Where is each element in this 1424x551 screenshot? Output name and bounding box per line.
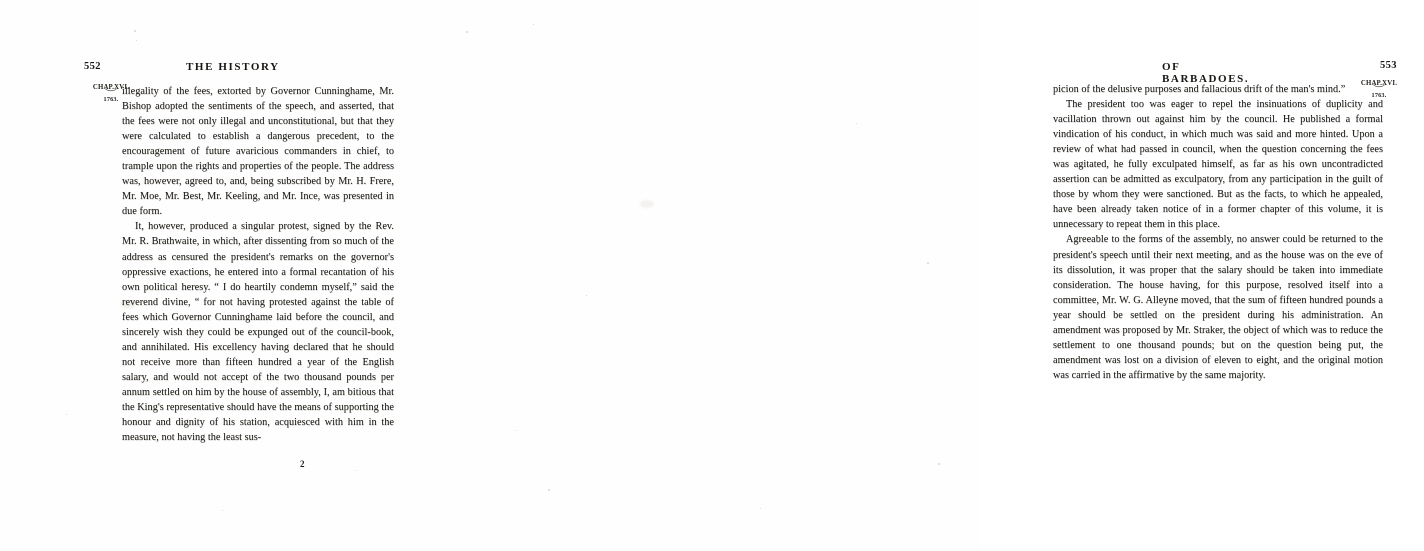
signature-mark: 2 [300, 459, 305, 469]
right-page-text-column [1053, 82, 1383, 383]
paragraph: It, however, produced a singular protest, signed by the Rev. Mr. R. Brathwaite, in which, after dissenting from so much of the address as censured the president's remarks on the governor's oppressive exactions, he entered into a formal recantation of his own political heresy. “ I do heartily condemn myself,” said the reverend divine, “ for not having protested against the table of fees which Governor Cunninghame laid before the council, and sincerely wish they could be expunged out of the council-book, and annihilated. His excellency having declared that he should not receive more than fifteen hundred a year of the English salary, and would not accept of the two thousand pounds per annum settled on him by the house of assembly, I, am bitious that the King's representative should have the means of supporting the honour and dignity of his station, acquiesced with him in the measure, not having the least sus- [122, 221, 394, 444]
left-page-text-column [122, 84, 394, 445]
marginal-year-label: 1763. [1371, 92, 1387, 100]
paragraph: Agreeable to the forms of the assembly, no answer could be returned to the president's speech until their next meeting, and as the house was on the eve of its dissolution, it was proper that the salary should be taken into immediate consideration. The house having, for this purpose, resolved itself into a committee, Mr. W. G. Alleyne moved, that the sum of fifteen hundred pounds a year should be settled on the president during his administration. An amendment was proposed by Mr. Straker, the object of which was to reduce the settlement to one thousand pounds; but on the question being put, the amendment was lost on a division of eleven to eight, and the original motion was carried in the affirmative by the same majority. [1053, 234, 1383, 381]
paragraph: The president too was eager to repel the insinuations of duplicity and vacillation thrown out against him by the council. He published a formal vindication of his conduct, in which much was said and more hinted. Upon a review of what had passed in council, when the question concerning the fees was agitated, he fully exculpated himself, as far as his own uncontradicted assertion can be admitted as exculpatory, from any participation in the guilt of those by whom they were sanctioned. But as the facts, to which he appealed, have been already taken notice of in a former chapter of this volume, it is unnecessary to repeat them in this place. [1053, 99, 1383, 231]
marginal-chapter-label: CHAP.XVI. [1360, 80, 1398, 87]
right-page-running-head: OF BARBADOES. [1162, 61, 1250, 85]
right-page [490, 0, 1398, 551]
left-page-folio: 552 [84, 61, 101, 72]
marginal-brace-icon: ︶ [104, 88, 118, 99]
right-page-folio: 553 [1380, 60, 1397, 71]
marginal-chapter-label: CHAP.XVI. [92, 84, 130, 91]
marginal-brace-icon: ︶ [1372, 84, 1386, 95]
marginal-year-label: 1763. [103, 96, 119, 104]
left-page [0, 0, 490, 551]
left-page-running-head: THE HISTORY [186, 61, 280, 73]
paragraph: illegality of the fees, extorted by Governor Cunninghame, Mr. Bishop adopted the sentiments of the speech, and asserted, that the fees were not only illegal and unconstitutional, but that they were calculated to establish a dangerous precedent, to the encouragement of future avaricious commanders in chief, to trample upon the rights and properties of the people. The address was, however, agreed to, and, being subscribed by Mr. H. Frere, Mr. Moe, Mr. Best, Mr. Keeling, and Mr. Ince, was presented in due form. [122, 86, 394, 218]
paragraph: picion of the delusive purposes and fallacious drift of the man's mind.” [1053, 84, 1346, 95]
